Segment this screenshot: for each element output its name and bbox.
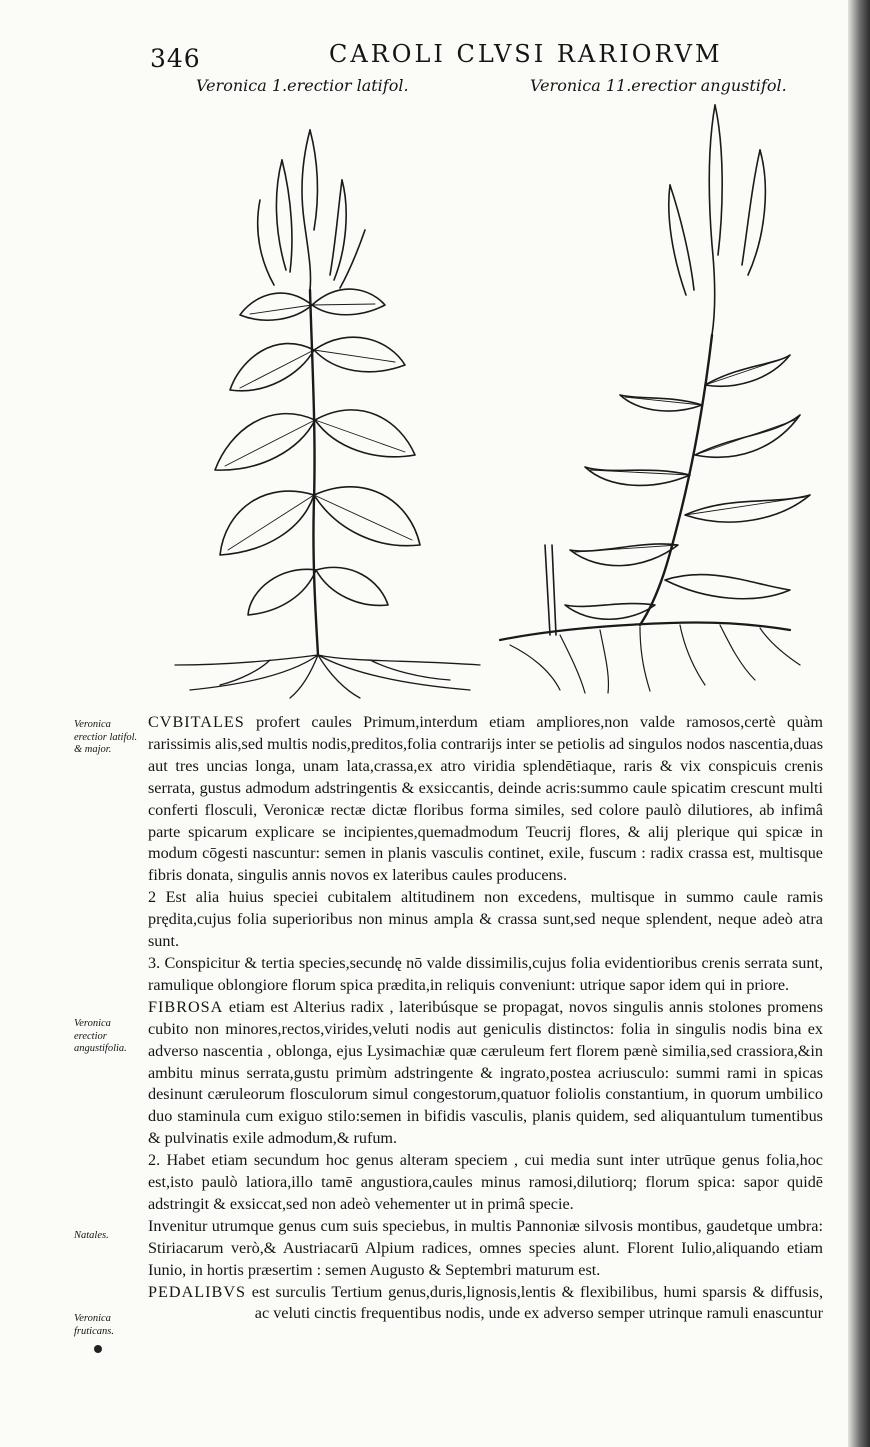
left-plant-illustration — [170, 100, 490, 700]
paragraph-4 — [148, 997, 823, 1150]
running-title: CAROLI CLVSI RARIORVM — [329, 40, 723, 68]
body-text — [148, 712, 823, 1325]
right-plant-illustration — [490, 95, 820, 695]
paragraph-2 — [148, 887, 823, 953]
book-gutter-shadow — [848, 0, 870, 1447]
paragraph-text: 2. Habet etiam secundum hoc genus alteram speciem , cui media sunt inter utrūque genus folia,hoc est,isto paulò latiora,illo tamē angustiora,caules minus ramosi,dilutiorq; florum spica: sapor quidē adstringit & exsiccat,sed non adeò vehementer ut in primâ specie. — [148, 1151, 823, 1213]
paragraph-3 — [148, 953, 823, 997]
margin-note-2: Veronica erectior angustifolia. — [74, 1018, 127, 1054]
paragraph-text: 3. Conspicitur & tertia species,secundę nō valde dissimilis,cujus folia evidentioribus crenis serrata sunt, ramulique oblongiore florum spica prædita,in reliquis conveniunt: utrique sapor idem qui in priore. — [148, 953, 823, 994]
paragraph-7 — [148, 1282, 823, 1326]
right-figure-caption: Veronica 11.erectior angustifol. — [530, 76, 787, 95]
paragraph-text: Invenitur utrumque genus cum suis speciebus, in multis Pannoniæ silvosis montibus, gaudetque umbra: Stiriacarum verò,& Austriacarū Alpium radices, omnes species alunt. Florent Iulio,aliquando etiam Iunio, in hortis præsertim : semen Augusto & Septembri maturum est. — [148, 1216, 823, 1279]
paragraph-5 — [148, 1150, 823, 1216]
paragraph-text: 2 Est alia huius speciei cubitalem altitudinem non excedens, multisque in summo caule ramis prędita,cujus folia superioribus non minus ampla & crassa sunt,sed neque splendent, neque adeò atra sunt. — [148, 888, 823, 951]
lead-word: PEDALIBVS — [148, 1282, 247, 1301]
paragraph-text: est surculis Tertium genus,duris,lignosis,lentis & flexibilibus, humi sparsis & diffusis, ac veluti cinctis frequentibus nodis, unde ex adverso semper utrinque ramuli enascuntur — [246, 1282, 823, 1323]
paragraph-text: etiam est Alterius radix , lateribúsque se propagat, novos singulis annis stolones promens cubito non minores,rectos,virides,veluti nodis aut geniculis distinctos: folia in singulis nodis bina ex adverso nascentia , oblonga, ejus Lysimachiæ quæ cæruleum fert florem pænè similia,sed crassiora,&in ambitu minus serrata,gustu primùm adstringente & ingrato,postea acriusculo: summi rami in spicas desinunt cæruleorum flosculorum simul congestorum,quatuor foliolis constantium, in quorum umbilico duo staminula cum exiguo stilo:semen in bifidis vasculis, planis quidem, sed aliquantulum tumentibus & pulvinatis exile admodum,& rufum. — [148, 997, 823, 1148]
paragraph-text: profert caules Primum,interdum etiam ampliores,non valde ramosos,certè quàm rarissimis alis,sed multis nodis,preditos,folia contrarijs inter se petiolis ad singulos nodos nascentia,duas aut tres uncias longa, unam lata,crassa,ex atro viridia splendētiaque, raris & vix conspicuis crenis serrata, gustus admodum adstringentis & exsiccantis, deinde acris:summo caule spicatim crescunt multi conferti flosculi, Veronicæ rectæ dictæ floribus forma similes, sed colore paulò dilutiores, ab infimâ parte spicarum explicare se incipientes,quemadmodum Teucrij flores, & alij plerique qui spicæ in modum cōgesti nascuntur: semen in planis vasculis continet, exile, fuscum : radix crassa est, multisque fibris donata, singulis annis novos ex lateribus caules producens. — [148, 713, 823, 885]
left-figure-caption: Veronica 1.erectior latifol. — [196, 76, 409, 95]
margin-note-1: Veronica erectior latifol. & major. — [74, 719, 138, 755]
page-number: 346 — [150, 44, 201, 73]
paragraph-1 — [148, 712, 823, 887]
margin-note-4: Veronica fruticans. — [74, 1313, 114, 1337]
margin-note-3: Natales. — [74, 1230, 109, 1241]
lead-word: FIBROSA — [148, 997, 224, 1016]
ink-blot — [94, 1345, 102, 1353]
paragraph-6 — [148, 1216, 823, 1282]
lead-word: CVBITALES — [148, 713, 245, 731]
